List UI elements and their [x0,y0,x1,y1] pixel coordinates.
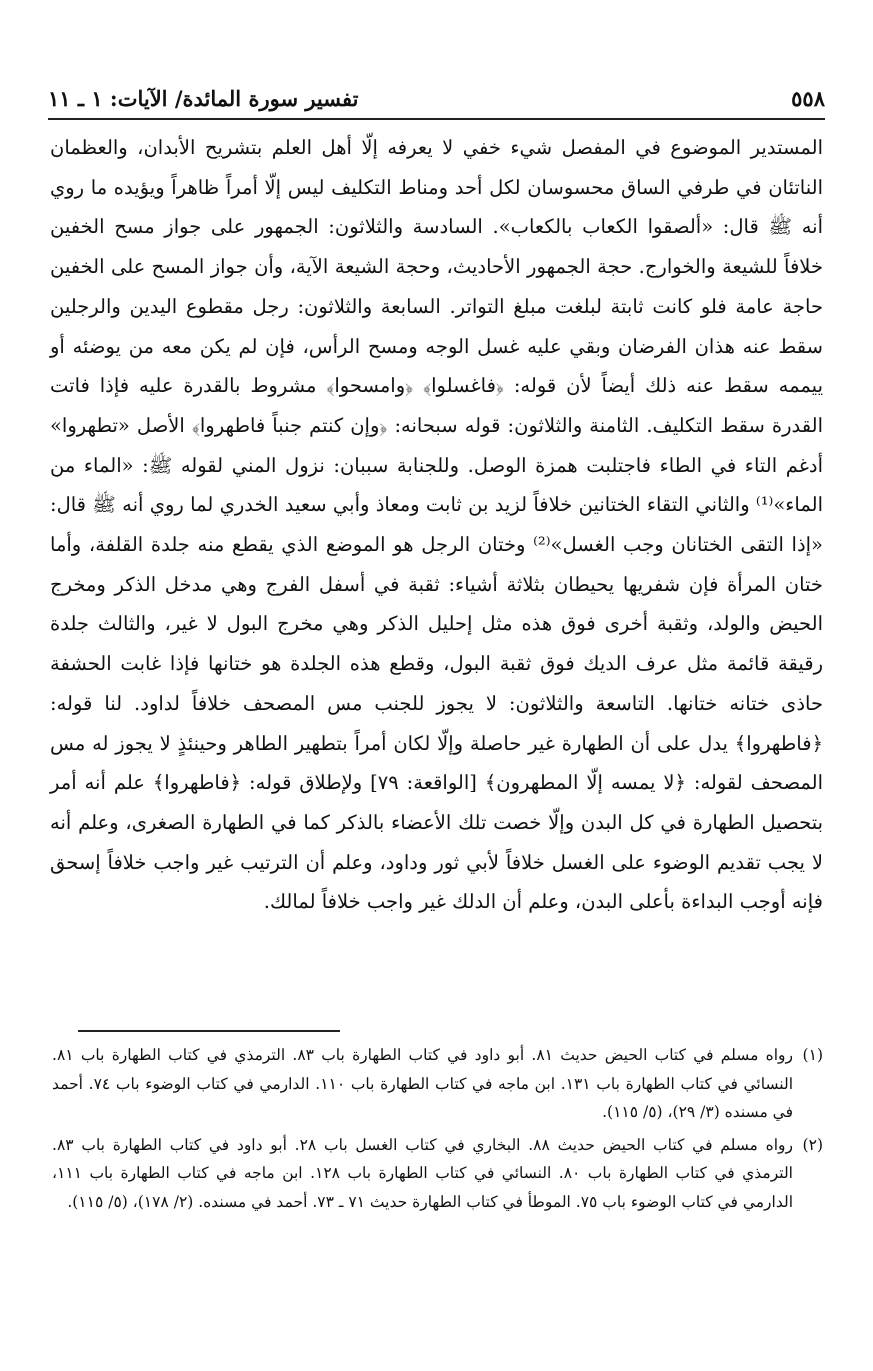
footnote-1-text: رواه مسلم في كتاب الحيض حديث ٨١. أبو داود في كتاب الطهارة باب ٨٣. الترمذي في كتاب الطهارة باب ٨١. النسائي في كتاب الطهارة باب ١٣١. ابن ماجه في كتاب الطهارة باب ١١٠. الدارمي في كتاب الوضوء باب ٧٤. أحمد في مسنده (٣/ ٢٩)، (٥/ ١١٥). [52,1046,794,1122]
page-number: ٥٥٨ [791,85,825,111]
footnotes [52,1041,823,1221]
header-rule [48,118,825,120]
footnote-1-number: (١) [802,1046,823,1064]
running-title: تفسير سورة المائدة/ الآيات: ١ ـ ١١ [48,85,359,111]
footnote-2-text: رواه مسلم في كتاب الحيض حديث ٨٨. البخاري في كتاب الغسل باب ٢٨. أبو داود في كتاب الطهارة باب ٨٣. الترمذي في كتاب الطهارة باب ٨٠. النسائي في كتاب الطهارة باب ١٢٨. ابن ماجه في كتاب الطهارة باب ١١١، الدارمي في كتاب الوضوء باب ٧٥. الموطأ في كتاب الطهارة حديث ٧١ ـ ٧٣. أحمد في مسنده. (٢/ ١٧٨)، (٥/ ١١٥). [52,1135,793,1211]
footnote-2 [52,1131,823,1217]
footnote-2-number: (٢) [802,1135,823,1154]
page-header [48,80,825,116]
main-paragraph: المستدير الموضوع في المفصل شيء خفي لا يعرفه إلّا أهل العلم بتشريح الأبدان، والعظمان الناتئان في طرفي الساق محسوسان لكل أحد ومناط التكليف ليس إلّا أمراً ظاهراً ويؤيده ما روي أنه ﷺ قال: «ألصقوا الكعاب بالكعاب». السادسة والثلاثون: الجمهور على جواز مسح الخفين خلافاً للشيعة والخوارج. حجة الجمهور الأحاديث، وحجة الشيعة الآية، وأن جواز المسح على الخفين حاجة عامة فلو كانت ثابتة لبلغت مبلغ التواتر. السابعة والثلاثون: رجل مقطوع اليدين والرجلين سقط عنه هذان الفرضان وبقي عليه غسل الوجه ومسح الرأس، فإن لم يكن معه من يوضئه أو ييممه سقط عنه ذلك أيضاً لأن قوله: ﴿فاغسلوا﴾ ﴿وامسحوا﴾ مشروط بالقدرة عليه فإذا فاتت القدرة سقط التكليف. الثامنة والثلاثون: قوله سبحانه: ﴿وإن كنتم جنباً فاطهروا﴾ الأصل «تطهروا» أدغم التاء في الطاء فاجتلبت همزة الوصل. وللجنابة سببان: نزول المني لقوله ﷺ: «الماء من الماء»⁽¹⁾ والثاني التقاء الختانين خلافاً لزيد بن ثابت ومعاذ وأبي سعيد الخدري لما روي أنه ﷺ قال: «إذا التقى الختانان وجب الغسل»⁽²⁾ وختان الرجل هو الموضع الذي يقطع منه جلدة القلفة، وأما ختان المرأة فإن شفريها يحيطان بثلاثة أشياء: ثقبة في أسفل الفرج وهي مدخل الذكر ومخرج الحيض والولد، وثقبة أخرى فوق هذه مثل إحليل الذكر وهي مخرج البول لا غير، والثالث جلدة رقيقة قائمة مثل عرف الديك فوق ثقبة البول، وقطع هذه الجلدة هو ختانها فإذا غابت الحشفة حاذى ختانه ختانها. التاسعة والثلاثون: لا يجوز للجنب مس المصحف خلافاً لداود. لنا قوله: ﴿فاطهروا﴾ يدل على أن الطهارة غير حاصلة وإلّا لكان أمراً بتطهير الطاهر وحينئذٍ لا يجوز له مس المصحف لقوله: ﴿لا يمسه إلّا المطهرون﴾ [الواقعة: ٧٩] ولإطلاق قوله: ﴿فاطهروا﴾ علم أنه أمر بتحصيل الطهارة في كل البدن وإلّا خصت تلك الأعضاء بالذكر كما في الطهارة الصغرى، وعلم أنه لا يجب تقديم الوضوء على الغسل خلافاً لأبي ثور وداود، وعلم أن الترتيب غير واجب خلافاً إسحق فإنه أوجب البداءة بأعلى البدن، وعلم أن الدلك غير واجب خلافاً لمالك. [50,136,823,914]
footnote-1 [52,1041,823,1127]
main-text [50,128,823,922]
footnote-divider [78,1030,340,1032]
